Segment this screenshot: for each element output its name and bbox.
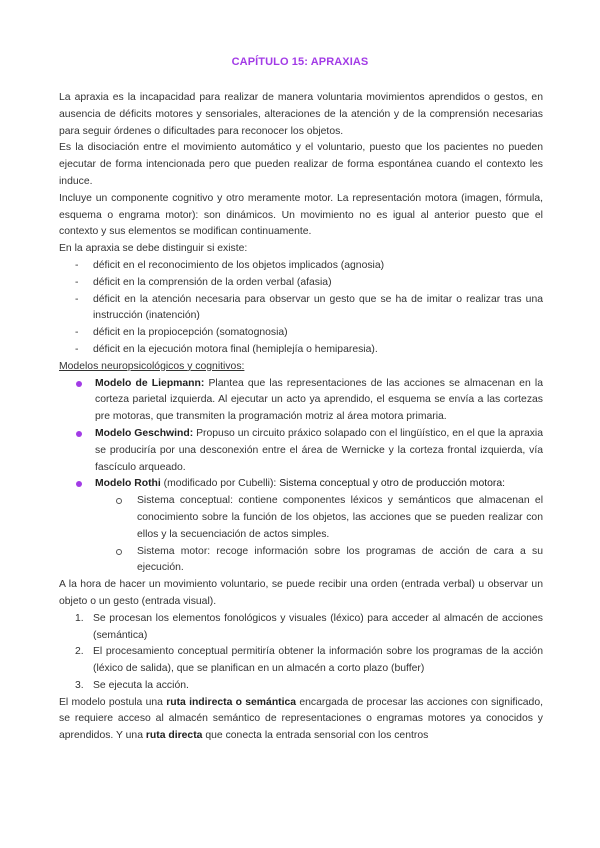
bullet-icon [76,381,82,387]
list-item [75,611,543,645]
model-text: : Sistema conceptual y otro de producción motora: [273,478,506,490]
models-heading: Modelos neuropsicológicos y cognitivos: [59,360,245,372]
steps-list [59,611,543,695]
closing-text: encargada de procesar las acciones con significado, se requiere acceso al almacén semántico de representaciones o engramas motores ya conocidos y aprendidos. Y una [59,696,543,742]
list-item: - déficit en la comprensión de la orden verbal (afasia) [75,275,543,292]
closing-bold: ruta indirecta o semántica [166,696,297,708]
list-item: - déficit en el reconocimiento de los objetos implicados (agnosia) [75,258,543,275]
model-item-geschwind [75,426,543,476]
subitem-text: Sistema motor: recoge información sobre los programas de acción de cara a su ejecución. [137,545,543,574]
subitem-text: Sistema conceptual: contiene componentes léxicos y semánticos que almacenan el conocimiento sobre la función de los objetos, las acciones que se pueden realizar con ellos y la secuenciación de actos simples. [137,495,543,540]
step-text: Se ejecuta la acción. [93,679,189,691]
document-body [59,90,543,745]
step-text: Se procesan los elementos fonológicos y visuales (léxico) para acceder al almacén de acciones (semántica) [93,612,543,641]
list-item [75,678,543,695]
list-item [75,644,543,678]
list-item: - déficit en la propiocepción (somatognosia) [75,325,543,342]
model-extra: (modificado por Cubelli) [160,478,274,490]
chapter-title: CAPÍTULO 15: APRAXIAS [231,56,369,68]
voluntary-paragraph: A la hora de hacer un movimiento voluntario, se puede recibir una orden (entrada verbal) u observar un objeto o un gesto (entrada visual). [59,579,543,607]
step-number: 3. [75,679,84,691]
model-name: Modelo Geschwind: [95,427,194,439]
bullet-icon [76,431,82,437]
step-number: 1. [75,612,84,624]
model-text: Plantea que las representaciones de las acciones se almacenan en la corteza parietal izquierda. Al ejecutar un acto ya aprendido, el esquema se envía a las cortezas pre motoras, que transmiten la programación motriz al área motora primaria. [95,377,543,423]
model-name: Modelo Rothi [95,478,161,490]
models-list [59,376,543,578]
deficit-list [59,258,543,359]
model-text: Propuso un circuito práxico solapado con el lingüístico, en el que la apraxia se produciría por una desconexión entre el área de Wernicke y la corteza frontal izquierda, vía fascículo arqueado. [95,427,544,473]
intro-paragraph: La apraxia es la incapacidad para realizar de manera voluntaria movimientos aprendidos o gestos, en ausencia de déficits motores y sensoriales, alteraciones de la atención y de la comprensión necesarias para seguir órdenes o dificultades para reconocer los objetos. [59,92,543,137]
intro-paragraph: Incluye un componente cognitivo y otro meramente motor. La representación motora (imagen, fórmula, esquema o engrama motor): son dinámicos. Un movimiento no es igual al anterior puesto que el contexto y sus elementos se modifican continuamente. [59,192,543,238]
list-item [115,493,543,543]
closing-bold: ruta directa [145,730,203,742]
bullet-icon [76,481,82,487]
step-text: El procesamiento conceptual permitiría obtener la información sobre los programas de la acción (léxico de salida), que se planifican en un almacén a corto plazo (buffer) [93,646,543,675]
model-item-rothi [75,476,543,577]
closing-paragraph [59,695,543,745]
circle-bullet-icon [116,549,122,555]
list-item [115,544,543,578]
list-item: - déficit en la atención necesaria para observar un gesto que se ha de imitar o realizar tras una instrucción (inatención) [75,292,543,326]
step-number: 2. [75,646,84,658]
rothi-sublist [95,493,543,577]
intro-paragraph: En la apraxia se debe distinguir si existe: [59,243,248,255]
closing-text: El modelo postula una [59,696,167,708]
model-item-liepmann [75,376,543,426]
model-name: Modelo de Liepmann: [95,377,205,389]
circle-bullet-icon [116,498,122,504]
intro-paragraph: Es la disociación entre el movimiento automático y el voluntario, puesto que los pacientes no pueden ejecutar de forma intencionada pero que pueden realizar de forma espontánea cuando el contexto les induce. [59,142,543,187]
closing-text: que conecta la entrada sensorial con los centros [202,730,429,742]
list-item: - déficit en la ejecución motora final (hemiplejía o hemiparesia). [75,342,543,359]
